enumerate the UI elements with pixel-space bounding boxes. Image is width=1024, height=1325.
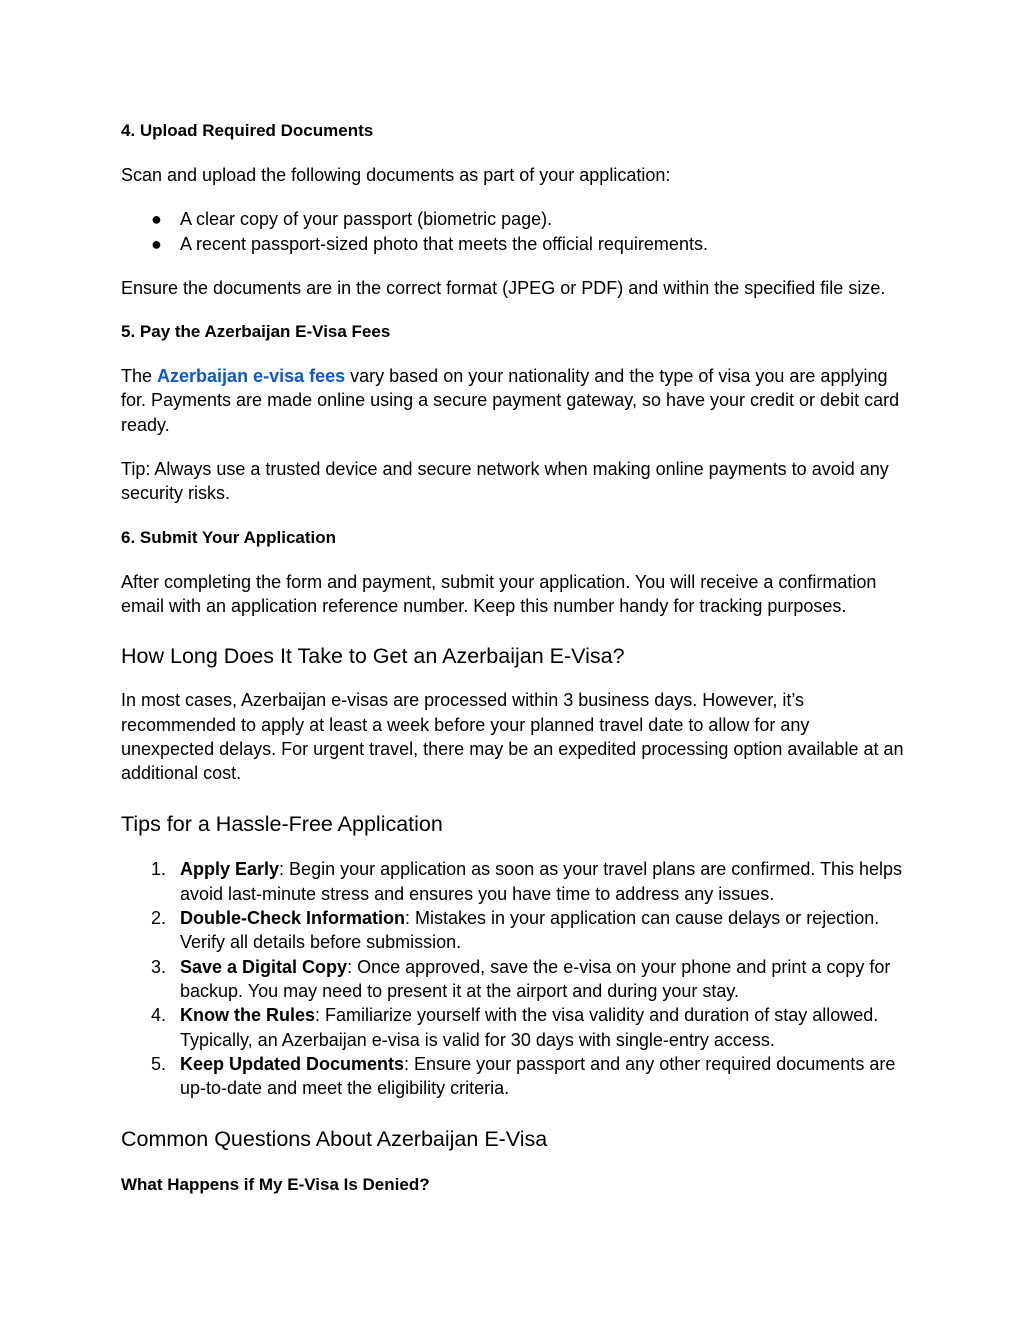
list-item xyxy=(121,1003,904,1052)
step6-paragraph: After completing the form and payment, submit your application. You will receive a confirmation email with an application reference number. Keep this number handy for tracking purposes. xyxy=(121,571,877,616)
step5-text-after: vary based on your nationality and the type of visa you are applying for. Payments are made online using a secure payment gateway, so have your credit or debit card ready. xyxy=(121,366,900,435)
tip-text: : Mistakes in your application can cause delays or rejection. Verify all details before submission. xyxy=(180,908,880,953)
list-number: 3. xyxy=(151,956,167,977)
tip-text: : Once approved, save the e-visa on your phone and print a copy for backup. You may need to present it at the airport and during your stay. xyxy=(180,956,891,1001)
list-item xyxy=(121,857,904,906)
list-number: 5. xyxy=(151,1053,167,1074)
list-item xyxy=(121,232,904,256)
step4-intro: Scan and upload the following documents as part of your application: xyxy=(121,165,671,185)
documents-list xyxy=(121,207,904,256)
tip-title: Save a Digital Copy xyxy=(180,956,348,977)
tip-title: Keep Updated Documents xyxy=(180,1053,405,1074)
tip-text: : Familiarize yourself with the visa validity and duration of stay allowed. Typically, an Azerbaijan e-visa is valid for 30 days with single-entry access. xyxy=(180,1005,879,1050)
step4-note: Ensure the documents are in the correct format (JPEG or PDF) and within the specified file size. xyxy=(121,277,886,298)
tip-text: : Ensure your passport and any other required documents are up-to-date and meet the eligibility criteria. xyxy=(180,1053,896,1099)
processing-heading: How Long Does It Take to Get an Azerbaijan E-Visa? xyxy=(121,644,625,669)
bullet-icon: ● xyxy=(151,233,162,254)
tip-text: : Begin your application as soon as your travel plans are confirmed. This helps avoid last-minute stress and ensures you have time to address any issues. xyxy=(180,859,903,904)
list-item xyxy=(121,906,904,955)
tip-title: Apply Early xyxy=(180,859,280,880)
list-item-text: A recent passport-sized photo that meets the official requirements. xyxy=(180,233,708,254)
step6-heading: 6. Submit Your Application xyxy=(121,527,337,547)
tip-title: Know the Rules xyxy=(180,1005,316,1026)
step4-heading: 4. Upload Required Documents xyxy=(121,121,374,140)
evisa-fees-link[interactable]: Azerbaijan e-visa fees xyxy=(157,366,346,387)
processing-paragraph: In most cases, Azerbaijan e-visas are processed within 3 business days. However, it’s recommended to apply at least a week before your planned travel date to allow for any unexpected delays. For urgent travel, there may be an expedited processing option available at an additional cost. xyxy=(121,690,904,784)
list-item xyxy=(121,207,904,231)
list-item-text: A clear copy of your passport (biometric page). xyxy=(180,209,553,230)
step5-tip: Tip: Always use a trusted device and secure network when making online payments to avoid any security risks. xyxy=(121,459,889,504)
bullet-icon: ● xyxy=(151,209,162,230)
list-number: 2. xyxy=(151,908,167,929)
list-number: 4. xyxy=(151,1005,167,1026)
faq-heading: Common Questions About Azerbaijan E-Visa xyxy=(121,1127,548,1152)
step5-paragraph xyxy=(121,364,904,437)
tips-heading: Tips for a Hassle-Free Application xyxy=(121,812,443,837)
step5-text-before: The xyxy=(121,366,158,387)
step5-heading: 5. Pay the Azerbaijan E-Visa Fees xyxy=(121,322,391,342)
faq-question: What Happens if My E-Visa Is Denied? xyxy=(121,1175,430,1195)
tip-title: Double-Check Information xyxy=(180,908,406,929)
list-number: 1. xyxy=(151,859,167,880)
tips-list xyxy=(121,857,904,1100)
list-item xyxy=(121,955,904,1004)
list-item xyxy=(121,1052,904,1101)
